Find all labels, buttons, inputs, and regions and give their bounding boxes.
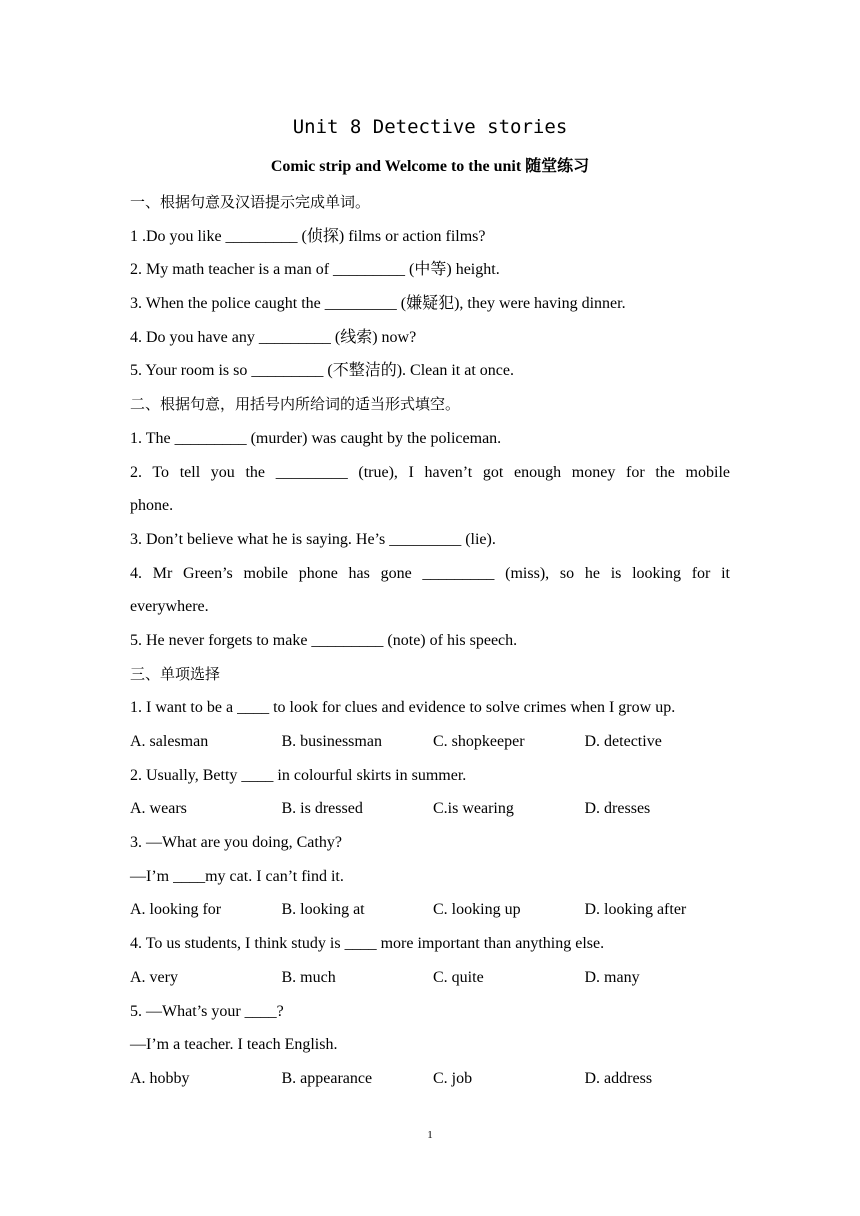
option-d: D. dresses [584,800,651,818]
section-heading: 二、根据句意，用括号内所给词的适当形式填空。 [130,395,461,414]
question-stem: 4. To us students, I think study is ____ more important than anything else. [130,935,605,953]
question-item: 4. Do you have any _________ (线索) now? [130,328,417,346]
question-item: 5. Your room is so _________ (不整洁的). Clean it at once. [130,362,514,380]
answer-options [130,961,730,995]
answer-options [130,792,730,826]
option-b: B. businessman [281,733,382,751]
answer-options [130,893,730,927]
question-stem: 1. I want to be a ____ to look for clues and evidence to solve crimes when I grow up. [130,699,676,717]
question-item: 3. Don’t believe what he is saying. He’s _________ (lie). [130,530,496,548]
page-subtitle: Comic strip and Welcome to the unit 随堂练习 [270,158,590,175]
dialogue-reply: —I’m ____my cat. I can’t find it. [130,867,344,885]
option-c: C. quite [433,968,484,986]
page-number: 1 [427,1129,433,1141]
question-item: 5. He never forgets to make _________ (note) of his speech. [130,631,518,649]
option-d: D. address [584,1069,653,1087]
question-item: 2. To tell you the _________ (true), I haven’t got enough money for the mobile [130,463,730,481]
option-c: C. job [433,1069,473,1087]
option-c: C. shopkeeper [433,733,525,751]
option-d: D. many [584,968,640,986]
option-d: D. detective [584,733,662,751]
option-a: A. hobby [130,1069,190,1087]
option-b: B. much [281,968,336,986]
section-heading: 一、根据句意及汉语提示完成单词。 [130,193,371,211]
question-item: 1 .Do you like _________ (侦探) films or action films? [130,227,486,245]
question-item-continued: phone. [130,497,174,515]
option-c: C. looking up [433,901,521,919]
option-b: B. appearance [281,1069,373,1087]
question-stem: 2. Usually, Betty ____ in colourful skirts in summer. [130,766,467,784]
option-b: B. looking at [281,901,365,919]
answer-options [130,1062,730,1096]
option-d: D. looking after [584,901,687,919]
page-title: Unit 8 Detective stories [292,116,568,138]
option-b: B. is dressed [281,800,363,818]
worksheet-content [130,186,730,1096]
question-item: 1. The _________ (murder) was caught by the policeman. [130,429,502,447]
section-heading: 三、单项选择 [130,664,221,683]
question-stem: 3. —What are you doing, Cathy? [130,834,342,852]
option-a: A. salesman [130,733,209,751]
option-c: C.is wearing [433,800,514,818]
dialogue-reply: —I’m a teacher. I teach English. [130,1036,338,1054]
option-a: A. wears [130,800,187,818]
question-item: 4. Mr Green’s mobile phone has gone _________ (miss), so he is looking for it [130,564,730,582]
answer-options [130,725,730,759]
option-a: A. looking for [130,901,222,919]
option-a: A. very [130,968,178,986]
question-stem: 5. —What’s your ____? [130,1002,284,1020]
question-item: 3. When the police caught the _________ (嫌疑犯), they were having dinner. [130,295,626,313]
question-item: 2. My math teacher is a man of _________ (中等) height. [130,261,500,279]
question-item-continued: everywhere. [130,598,209,616]
